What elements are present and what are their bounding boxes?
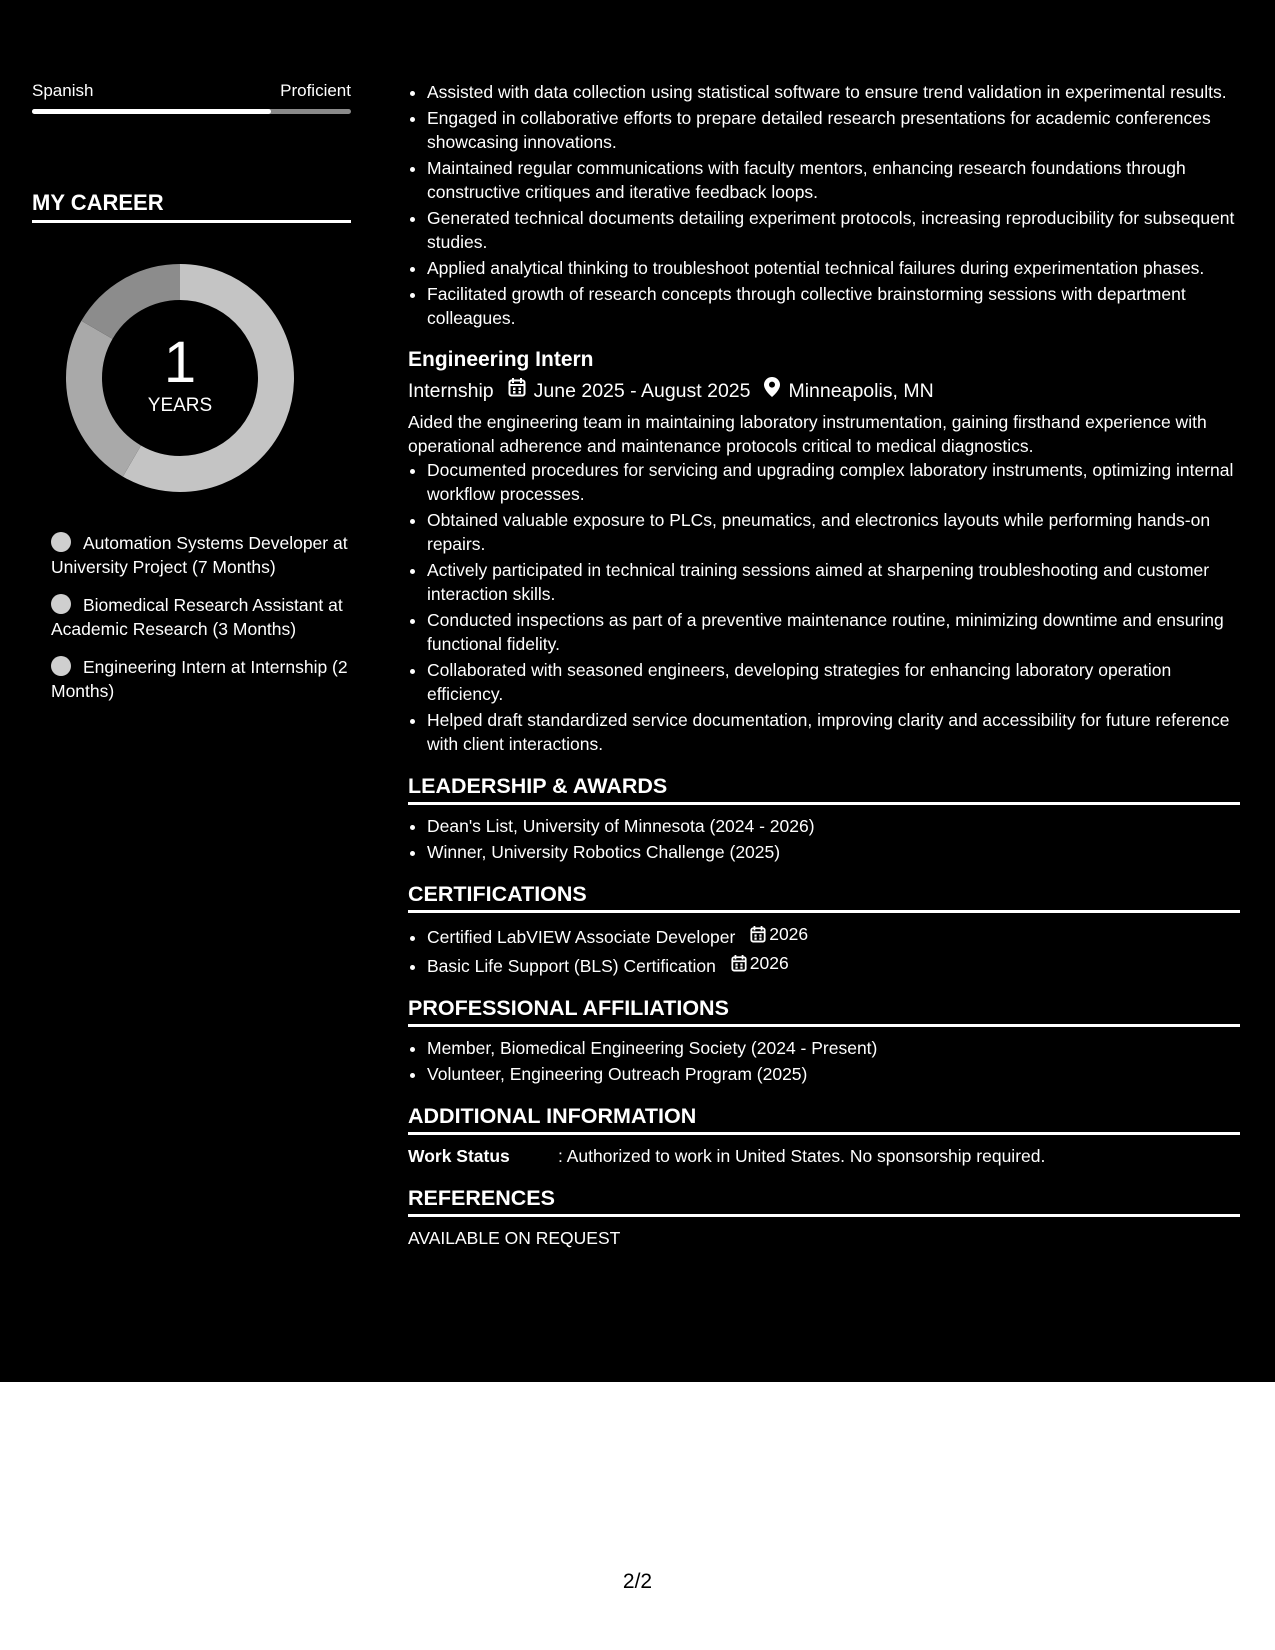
language-proficiency-bar xyxy=(32,109,351,114)
main-content xyxy=(408,80,1240,1250)
calendar-icon xyxy=(731,954,747,972)
certifications-list xyxy=(408,922,1240,978)
list-item: • Helped draft standardized service documentation, improving clarity and accessibility for future reference with client interactions. xyxy=(427,708,1240,756)
job-title: Engineering Intern xyxy=(408,348,594,371)
affiliations-list xyxy=(408,1036,1240,1086)
list-item: • Conducted inspections as part of a preventive maintenance routine, minimizing downtime and ensuring functional fidelity. xyxy=(427,608,1240,656)
bullet-dot-icon xyxy=(51,656,71,676)
list-item: • Generated technical documents detailing experiment protocols, increasing reproducibility for subsequent studies. xyxy=(427,206,1240,254)
career-years-label: YEARS xyxy=(147,395,213,416)
calendar-icon xyxy=(750,925,766,943)
list-item: • Assisted with data collection using statistical software to ensure trend validation in experimental results. xyxy=(427,80,1240,104)
references-heading: REFERENCES xyxy=(408,1186,1240,1217)
certification-name: Basic Life Support (BLS) Certification xyxy=(427,956,716,976)
certification-year: 2026 xyxy=(769,924,809,944)
job-dates: June 2025 - August 2025 xyxy=(533,380,751,402)
previous-job-bullets xyxy=(408,80,1240,330)
language-name: Spanish xyxy=(32,81,94,100)
career-item: Automation Systems Developer at University Project (7 Months) xyxy=(51,533,348,577)
job-location: Minneapolis, MN xyxy=(788,380,934,402)
affiliations-heading: PROFESSIONAL AFFILIATIONS xyxy=(408,996,1240,1027)
career-list xyxy=(32,531,351,703)
job-company: Internship xyxy=(408,380,494,402)
career-item: Engineering Intern at Internship (2 Months) xyxy=(51,657,348,701)
certification-year: 2026 xyxy=(749,953,789,973)
list-item xyxy=(427,951,1240,978)
map-pin-icon xyxy=(764,377,780,405)
job-meta xyxy=(408,377,1240,405)
certifications-heading: CERTIFICATIONS xyxy=(408,882,1240,913)
bullet-dot-icon xyxy=(51,532,71,552)
job-description: Aided the engineering team in maintaining laboratory instrumentation, gaining firsthand experience with operational adherence and maintenance protocols critical to medical diagnostics. xyxy=(408,412,1207,456)
leadership-heading: LEADERSHIP & AWARDS xyxy=(408,774,1240,805)
list-item: • Obtained valuable exposure to PLCs, pneumatics, and electronics layouts while performing hands-on repairs. xyxy=(427,508,1240,556)
career-item: Biomedical Research Assistant at Academic Research (3 Months) xyxy=(51,595,343,639)
references-text: AVAILABLE ON REQUEST xyxy=(408,1228,621,1248)
career-donut-chart xyxy=(65,263,295,493)
list-item: • Collaborated with seasoned engineers, developing strategies for enhancing laboratory operation efficiency. xyxy=(427,658,1240,706)
certification-name: Certified LabVIEW Associate Developer xyxy=(427,927,736,947)
career-total-years: 1 xyxy=(163,330,197,395)
page-number: 2/2 xyxy=(622,1570,653,1593)
bullet-dot-icon xyxy=(51,594,71,614)
list-item: • Actively participated in technical training sessions aimed at sharpening troubleshooting and customer interaction skills. xyxy=(427,558,1240,606)
list-item: • Volunteer, Engineering Outreach Program (2025) xyxy=(427,1062,1240,1086)
work-status-row xyxy=(408,1144,1240,1168)
sidebar xyxy=(32,80,351,717)
calendar-icon xyxy=(508,377,526,405)
list-item: • Winner, University Robotics Challenge (2025) xyxy=(427,840,1240,864)
list-item: • Documented procedures for servicing and upgrading complex laboratory instruments, optimizing internal workflow processes. xyxy=(427,458,1240,506)
additional-info-heading: ADDITIONAL INFORMATION xyxy=(408,1104,1240,1135)
list-item: • Dean's List, University of Minnesota (2024 - 2026) xyxy=(427,814,1240,838)
list-item: • Maintained regular communications with faculty mentors, enhancing research foundations through constructive critiques and iterative feedback loops. xyxy=(427,156,1240,204)
job-bullets xyxy=(408,458,1240,756)
list-item xyxy=(427,922,1240,949)
list-item: • Member, Biomedical Engineering Society (2024 - Present) xyxy=(427,1036,1240,1060)
work-status-label: Work Status xyxy=(408,1146,510,1166)
language-row xyxy=(32,80,351,102)
language-proficiency-fill xyxy=(32,109,271,114)
list-item: • Applied analytical thinking to troubleshoot potential technical failures during experimentation phases. xyxy=(427,256,1240,280)
work-status-value: : Authorized to work in United States. No sponsorship required. xyxy=(558,1146,1046,1166)
leadership-list xyxy=(408,814,1240,864)
list-item: • Engaged in collaborative efforts to prepare detailed research presentations for academic conferences showcasing innovations. xyxy=(427,106,1240,154)
career-heading: MY CAREER xyxy=(32,190,351,223)
language-level: Proficient xyxy=(280,81,351,100)
list-item: • Facilitated growth of research concepts through collective brainstorming sessions with department colleagues. xyxy=(427,282,1240,330)
